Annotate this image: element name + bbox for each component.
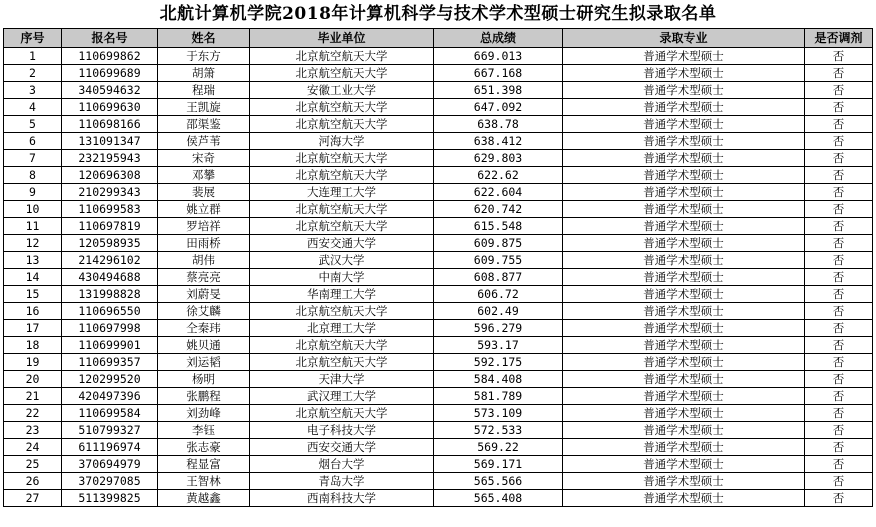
adjusted-cell: 否 <box>805 150 873 167</box>
index-cell: 19 <box>4 354 62 371</box>
table-row <box>4 150 873 167</box>
adjusted-cell: 否 <box>805 456 873 473</box>
name-cell: 姚贝通 <box>158 337 250 354</box>
admission-table <box>3 28 873 507</box>
table-row <box>4 490 873 507</box>
graduated-school-cell: 北京航空航天大学 <box>250 218 434 235</box>
index-cell: 10 <box>4 201 62 218</box>
table-row <box>4 303 873 320</box>
index-cell: 26 <box>4 473 62 490</box>
index-cell: 15 <box>4 286 62 303</box>
adjusted-cell: 否 <box>805 303 873 320</box>
registration-no-cell: 110698166 <box>62 116 158 133</box>
graduated-school-cell: 北京航空航天大学 <box>250 116 434 133</box>
name-cell: 黄越鑫 <box>158 490 250 507</box>
table-row <box>4 116 873 133</box>
registration-no-cell: 370297085 <box>62 473 158 490</box>
adjusted-cell: 否 <box>805 473 873 490</box>
name-cell: 徐艾麟 <box>158 303 250 320</box>
total-score-cell: 620.742 <box>434 201 563 218</box>
index-cell: 20 <box>4 371 62 388</box>
total-score-cell: 608.877 <box>434 269 563 286</box>
table-row <box>4 371 873 388</box>
table-row <box>4 167 873 184</box>
graduated-school-cell: 北京航空航天大学 <box>250 201 434 218</box>
registration-no-cell: 611196974 <box>62 439 158 456</box>
adjusted-cell: 否 <box>805 269 873 286</box>
adjusted-cell: 否 <box>805 490 873 507</box>
graduated-school-cell: 武汉理工大学 <box>250 388 434 405</box>
table-row <box>4 184 873 201</box>
table-row <box>4 456 873 473</box>
graduated-school-cell: 北京航空航天大学 <box>250 337 434 354</box>
registration-no-cell: 110699583 <box>62 201 158 218</box>
admitted-major-cell: 普通学术型硕士 <box>563 150 805 167</box>
table-row <box>4 405 873 422</box>
column-header-admitted-major: 录取专业 <box>563 29 805 48</box>
admitted-major-cell: 普通学术型硕士 <box>563 286 805 303</box>
column-header-index: 序号 <box>4 29 62 48</box>
name-cell: 刘蔚旻 <box>158 286 250 303</box>
name-cell: 胡伟 <box>158 252 250 269</box>
adjusted-cell: 否 <box>805 337 873 354</box>
name-cell: 裴展 <box>158 184 250 201</box>
total-score-cell: 638.412 <box>434 133 563 150</box>
index-cell: 12 <box>4 235 62 252</box>
name-cell: 田雨桥 <box>158 235 250 252</box>
graduated-school-cell: 河海大学 <box>250 133 434 150</box>
adjusted-cell: 否 <box>805 252 873 269</box>
registration-no-cell: 232195943 <box>62 150 158 167</box>
adjusted-cell: 否 <box>805 167 873 184</box>
name-cell: 张志豪 <box>158 439 250 456</box>
graduated-school-cell: 西南科技大学 <box>250 490 434 507</box>
graduated-school-cell: 中南大学 <box>250 269 434 286</box>
name-cell: 邓攀 <box>158 167 250 184</box>
name-cell: 刘劲峰 <box>158 405 250 422</box>
column-header-registration-no: 报名号 <box>62 29 158 48</box>
index-cell: 17 <box>4 320 62 337</box>
registration-no-cell: 214296102 <box>62 252 158 269</box>
table-row <box>4 286 873 303</box>
total-score-cell: 569.171 <box>434 456 563 473</box>
graduated-school-cell: 大连理工大学 <box>250 184 434 201</box>
name-cell: 罗培祥 <box>158 218 250 235</box>
admitted-major-cell: 普通学术型硕士 <box>563 269 805 286</box>
table-row <box>4 320 873 337</box>
index-cell: 14 <box>4 269 62 286</box>
graduated-school-cell: 西安交通大学 <box>250 439 434 456</box>
adjusted-cell: 否 <box>805 82 873 99</box>
total-score-cell: 596.279 <box>434 320 563 337</box>
index-cell: 18 <box>4 337 62 354</box>
admitted-major-cell: 普通学术型硕士 <box>563 337 805 354</box>
registration-no-cell: 110697998 <box>62 320 158 337</box>
graduated-school-cell: 北京航空航天大学 <box>250 167 434 184</box>
total-score-cell: 593.17 <box>434 337 563 354</box>
adjusted-cell: 否 <box>805 201 873 218</box>
adjusted-cell: 否 <box>805 371 873 388</box>
name-cell: 胡箫 <box>158 65 250 82</box>
total-score-cell: 569.22 <box>434 439 563 456</box>
registration-no-cell: 510799327 <box>62 422 158 439</box>
total-score-cell: 565.408 <box>434 490 563 507</box>
index-cell: 9 <box>4 184 62 201</box>
name-cell: 邵渠鉴 <box>158 116 250 133</box>
admitted-major-cell: 普通学术型硕士 <box>563 439 805 456</box>
total-score-cell: 565.566 <box>434 473 563 490</box>
graduated-school-cell: 北京航空航天大学 <box>250 99 434 116</box>
name-cell: 宋奇 <box>158 150 250 167</box>
admitted-major-cell: 普通学术型硕士 <box>563 201 805 218</box>
admitted-major-cell: 普通学术型硕士 <box>563 490 805 507</box>
total-score-cell: 606.72 <box>434 286 563 303</box>
graduated-school-cell: 北京航空航天大学 <box>250 150 434 167</box>
admitted-major-cell: 普通学术型硕士 <box>563 456 805 473</box>
index-cell: 23 <box>4 422 62 439</box>
adjusted-cell: 否 <box>805 133 873 150</box>
adjusted-cell: 否 <box>805 422 873 439</box>
table-row <box>4 337 873 354</box>
admitted-major-cell: 普通学术型硕士 <box>563 65 805 82</box>
index-cell: 25 <box>4 456 62 473</box>
name-cell: 姚立群 <box>158 201 250 218</box>
table-row <box>4 218 873 235</box>
index-cell: 13 <box>4 252 62 269</box>
registration-no-cell: 110699357 <box>62 354 158 371</box>
name-cell: 程显富 <box>158 456 250 473</box>
admitted-major-cell: 普通学术型硕士 <box>563 133 805 150</box>
graduated-school-cell: 北京航空航天大学 <box>250 354 434 371</box>
table-row <box>4 252 873 269</box>
admitted-major-cell: 普通学术型硕士 <box>563 252 805 269</box>
adjusted-cell: 否 <box>805 439 873 456</box>
registration-no-cell: 110699630 <box>62 99 158 116</box>
index-cell: 1 <box>4 48 62 65</box>
table-row <box>4 82 873 99</box>
index-cell: 2 <box>4 65 62 82</box>
table-row <box>4 269 873 286</box>
header-row <box>4 29 873 48</box>
total-score-cell: 667.168 <box>434 65 563 82</box>
total-score-cell: 622.604 <box>434 184 563 201</box>
table-row <box>4 235 873 252</box>
adjusted-cell: 否 <box>805 388 873 405</box>
table-row <box>4 354 873 371</box>
registration-no-cell: 110699689 <box>62 65 158 82</box>
admitted-major-cell: 普通学术型硕士 <box>563 371 805 388</box>
table-row <box>4 99 873 116</box>
registration-no-cell: 210299343 <box>62 184 158 201</box>
name-cell: 杨明 <box>158 371 250 388</box>
graduated-school-cell: 西安交通大学 <box>250 235 434 252</box>
total-score-cell: 572.533 <box>434 422 563 439</box>
registration-no-cell: 340594632 <box>62 82 158 99</box>
adjusted-cell: 否 <box>805 218 873 235</box>
name-cell: 于东方 <box>158 48 250 65</box>
index-cell: 24 <box>4 439 62 456</box>
graduated-school-cell: 北京航空航天大学 <box>250 48 434 65</box>
adjusted-cell: 否 <box>805 405 873 422</box>
admitted-major-cell: 普通学术型硕士 <box>563 303 805 320</box>
graduated-school-cell: 北京航空航天大学 <box>250 65 434 82</box>
admitted-major-cell: 普通学术型硕士 <box>563 473 805 490</box>
adjusted-cell: 否 <box>805 354 873 371</box>
total-score-cell: 615.548 <box>434 218 563 235</box>
total-score-cell: 669.013 <box>434 48 563 65</box>
adjusted-cell: 否 <box>805 184 873 201</box>
admitted-major-cell: 普通学术型硕士 <box>563 184 805 201</box>
graduated-school-cell: 华南理工大学 <box>250 286 434 303</box>
graduated-school-cell: 北京航空航天大学 <box>250 303 434 320</box>
column-header-adjusted: 是否调剂 <box>805 29 873 48</box>
registration-no-cell: 120299520 <box>62 371 158 388</box>
admitted-major-cell: 普通学术型硕士 <box>563 405 805 422</box>
index-cell: 4 <box>4 99 62 116</box>
total-score-cell: 629.803 <box>434 150 563 167</box>
total-score-cell: 638.78 <box>434 116 563 133</box>
adjusted-cell: 否 <box>805 320 873 337</box>
index-cell: 11 <box>4 218 62 235</box>
graduated-school-cell: 武汉大学 <box>250 252 434 269</box>
table-row <box>4 133 873 150</box>
index-cell: 7 <box>4 150 62 167</box>
graduated-school-cell: 青岛大学 <box>250 473 434 490</box>
table-row <box>4 65 873 82</box>
registration-no-cell: 131091347 <box>62 133 158 150</box>
registration-no-cell: 131998828 <box>62 286 158 303</box>
table-row <box>4 439 873 456</box>
adjusted-cell: 否 <box>805 99 873 116</box>
total-score-cell: 622.62 <box>434 167 563 184</box>
admitted-major-cell: 普通学术型硕士 <box>563 218 805 235</box>
name-cell: 仝秦玮 <box>158 320 250 337</box>
total-score-cell: 651.398 <box>434 82 563 99</box>
name-cell: 王凯旋 <box>158 99 250 116</box>
adjusted-cell: 否 <box>805 116 873 133</box>
total-score-cell: 647.092 <box>434 99 563 116</box>
registration-no-cell: 120598935 <box>62 235 158 252</box>
name-cell: 王智林 <box>158 473 250 490</box>
registration-no-cell: 120696308 <box>62 167 158 184</box>
table-row <box>4 388 873 405</box>
index-cell: 8 <box>4 167 62 184</box>
admitted-major-cell: 普通学术型硕士 <box>563 82 805 99</box>
registration-no-cell: 110699901 <box>62 337 158 354</box>
graduated-school-cell: 北京理工大学 <box>250 320 434 337</box>
registration-no-cell: 110699862 <box>62 48 158 65</box>
graduated-school-cell: 北京航空航天大学 <box>250 405 434 422</box>
name-cell: 侯芦苇 <box>158 133 250 150</box>
registration-no-cell: 430494688 <box>62 269 158 286</box>
admitted-major-cell: 普通学术型硕士 <box>563 116 805 133</box>
registration-no-cell: 110697819 <box>62 218 158 235</box>
total-score-cell: 573.109 <box>434 405 563 422</box>
table-row <box>4 473 873 490</box>
admitted-major-cell: 普通学术型硕士 <box>563 320 805 337</box>
adjusted-cell: 否 <box>805 48 873 65</box>
table-row <box>4 422 873 439</box>
name-cell: 张鹏程 <box>158 388 250 405</box>
admitted-major-cell: 普通学术型硕士 <box>563 99 805 116</box>
graduated-school-cell: 烟台大学 <box>250 456 434 473</box>
registration-no-cell: 420497396 <box>62 388 158 405</box>
index-cell: 16 <box>4 303 62 320</box>
column-header-total-score: 总成绩 <box>434 29 563 48</box>
name-cell: 蔡亮亮 <box>158 269 250 286</box>
admitted-major-cell: 普通学术型硕士 <box>563 354 805 371</box>
graduated-school-cell: 电子科技大学 <box>250 422 434 439</box>
admitted-major-cell: 普通学术型硕士 <box>563 48 805 65</box>
admitted-major-cell: 普通学术型硕士 <box>563 235 805 252</box>
registration-no-cell: 370694979 <box>62 456 158 473</box>
table-row <box>4 201 873 218</box>
name-cell: 程瑞 <box>158 82 250 99</box>
name-cell: 李钰 <box>158 422 250 439</box>
index-cell: 21 <box>4 388 62 405</box>
name-cell: 刘运韬 <box>158 354 250 371</box>
adjusted-cell: 否 <box>805 235 873 252</box>
index-cell: 6 <box>4 133 62 150</box>
total-score-cell: 581.789 <box>434 388 563 405</box>
graduated-school-cell: 安徽工业大学 <box>250 82 434 99</box>
adjusted-cell: 否 <box>805 65 873 82</box>
registration-no-cell: 110699584 <box>62 405 158 422</box>
index-cell: 3 <box>4 82 62 99</box>
total-score-cell: 592.175 <box>434 354 563 371</box>
registration-no-cell: 511399825 <box>62 490 158 507</box>
admitted-major-cell: 普通学术型硕士 <box>563 167 805 184</box>
graduated-school-cell: 天津大学 <box>250 371 434 388</box>
total-score-cell: 602.49 <box>434 303 563 320</box>
adjusted-cell: 否 <box>805 286 873 303</box>
column-header-name: 姓名 <box>158 29 250 48</box>
page-title: 北航计算机学院2018年计算机科学与技术学术型硕士研究生拟录取名单 <box>159 4 717 24</box>
index-cell: 22 <box>4 405 62 422</box>
registration-no-cell: 110696550 <box>62 303 158 320</box>
index-cell: 5 <box>4 116 62 133</box>
total-score-cell: 609.875 <box>434 235 563 252</box>
total-score-cell: 584.408 <box>434 371 563 388</box>
column-header-graduated-school: 毕业单位 <box>250 29 434 48</box>
admitted-major-cell: 普通学术型硕士 <box>563 422 805 439</box>
index-cell: 27 <box>4 490 62 507</box>
admitted-major-cell: 普通学术型硕士 <box>563 388 805 405</box>
table-row <box>4 48 873 65</box>
total-score-cell: 609.755 <box>434 252 563 269</box>
